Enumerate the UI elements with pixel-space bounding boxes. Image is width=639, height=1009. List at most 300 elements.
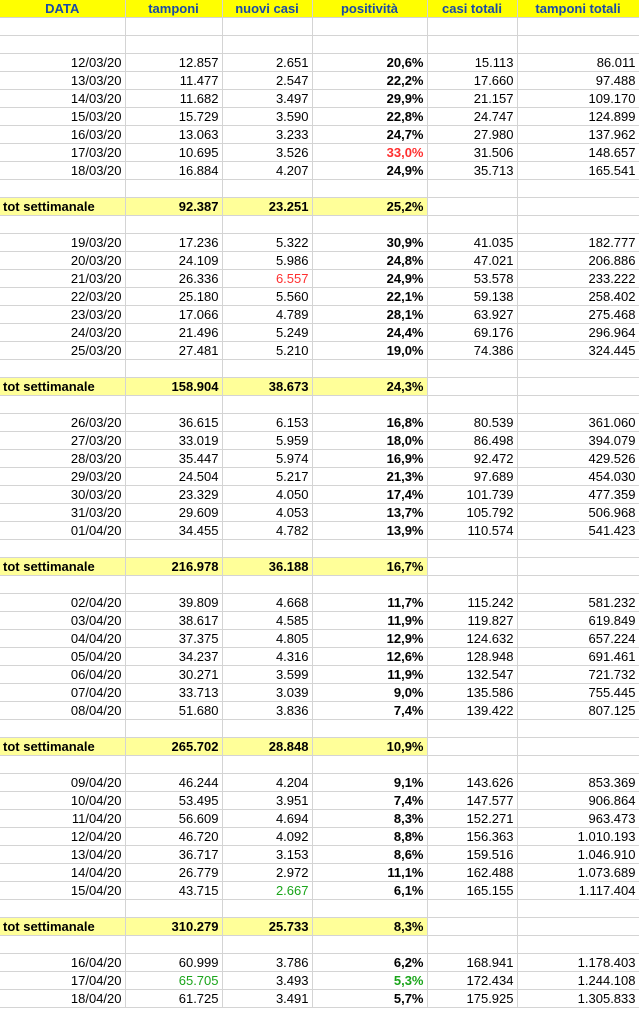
tamponi-totali-cell[interactable]: 1.244.108 [517,972,639,990]
empty-cell[interactable] [312,180,427,198]
empty-cell[interactable] [312,756,427,774]
casi-totali-cell[interactable]: 15.113 [427,54,517,72]
empty-cell[interactable] [427,558,517,576]
weekly-total-tamponi[interactable]: 265.702 [125,738,222,756]
date-cell[interactable]: 21/03/20 [0,270,125,288]
weekly-total-label[interactable]: tot settimanale [0,378,125,396]
casi-totali-cell[interactable]: 41.035 [427,234,517,252]
date-cell[interactable]: 13/03/20 [0,72,125,90]
nuovi-casi-cell[interactable]: 3.599 [222,666,312,684]
empty-cell[interactable] [312,36,427,54]
weekly-total-nuovi-casi[interactable]: 38.673 [222,378,312,396]
empty-cell[interactable] [517,18,639,36]
empty-cell[interactable] [222,180,312,198]
empty-cell[interactable] [312,360,427,378]
empty-cell[interactable] [427,900,517,918]
date-cell[interactable]: 19/03/20 [0,234,125,252]
tamponi-totali-cell[interactable]: 275.468 [517,306,639,324]
date-cell[interactable]: 24/03/20 [0,324,125,342]
casi-totali-cell[interactable]: 124.632 [427,630,517,648]
casi-totali-cell[interactable]: 80.539 [427,414,517,432]
empty-cell[interactable] [427,180,517,198]
nuovi-casi-cell[interactable]: 3.526 [222,144,312,162]
casi-totali-cell[interactable]: 175.925 [427,990,517,1008]
empty-cell[interactable] [0,720,125,738]
date-cell[interactable]: 20/03/20 [0,252,125,270]
tamponi-totali-cell[interactable]: 206.886 [517,252,639,270]
tamponi-totali-cell[interactable]: 691.461 [517,648,639,666]
nuovi-casi-cell[interactable]: 3.233 [222,126,312,144]
date-cell[interactable]: 15/04/20 [0,882,125,900]
nuovi-casi-cell[interactable]: 5.210 [222,342,312,360]
casi-totali-cell[interactable]: 92.472 [427,450,517,468]
date-cell[interactable]: 25/03/20 [0,342,125,360]
positivita-cell[interactable]: 6,1% [312,882,427,900]
tamponi-cell[interactable]: 17.236 [125,234,222,252]
casi-totali-cell[interactable]: 86.498 [427,432,517,450]
positivita-cell[interactable]: 11,1% [312,864,427,882]
casi-totali-cell[interactable]: 172.434 [427,972,517,990]
positivita-cell[interactable]: 5,3% [312,972,427,990]
nuovi-casi-cell[interactable]: 5.560 [222,288,312,306]
weekly-total-positivita[interactable]: 10,9% [312,738,427,756]
empty-cell[interactable] [0,576,125,594]
empty-cell[interactable] [222,360,312,378]
empty-cell[interactable] [222,36,312,54]
positivita-cell[interactable]: 24,9% [312,162,427,180]
tamponi-cell[interactable]: 24.504 [125,468,222,486]
date-cell[interactable]: 23/03/20 [0,306,125,324]
tamponi-totali-cell[interactable]: 657.224 [517,630,639,648]
positivita-cell[interactable]: 22,2% [312,72,427,90]
empty-cell[interactable] [517,576,639,594]
weekly-total-positivita[interactable]: 8,3% [312,918,427,936]
nuovi-casi-cell[interactable]: 4.204 [222,774,312,792]
weekly-total-label[interactable]: tot settimanale [0,198,125,216]
empty-cell[interactable] [222,900,312,918]
casi-totali-cell[interactable]: 159.516 [427,846,517,864]
date-cell[interactable]: 06/04/20 [0,666,125,684]
casi-totali-cell[interactable]: 69.176 [427,324,517,342]
empty-cell[interactable] [427,918,517,936]
casi-totali-cell[interactable]: 47.021 [427,252,517,270]
empty-cell[interactable] [427,720,517,738]
nuovi-casi-cell[interactable]: 2.651 [222,54,312,72]
casi-totali-cell[interactable]: 115.242 [427,594,517,612]
tamponi-totali-cell[interactable]: 1.073.689 [517,864,639,882]
empty-cell[interactable] [427,396,517,414]
tamponi-totali-cell[interactable]: 721.732 [517,666,639,684]
tamponi-cell[interactable]: 56.609 [125,810,222,828]
date-cell[interactable]: 04/04/20 [0,630,125,648]
empty-cell[interactable] [222,18,312,36]
weekly-total-tamponi[interactable]: 216.978 [125,558,222,576]
positivita-cell[interactable]: 6,2% [312,954,427,972]
tamponi-totali-cell[interactable]: 296.964 [517,324,639,342]
empty-cell[interactable] [125,540,222,558]
casi-totali-cell[interactable]: 17.660 [427,72,517,90]
tamponi-cell[interactable]: 36.615 [125,414,222,432]
date-cell[interactable]: 16/03/20 [0,126,125,144]
empty-cell[interactable] [517,756,639,774]
tamponi-totali-cell[interactable]: 137.962 [517,126,639,144]
positivita-cell[interactable]: 22,1% [312,288,427,306]
header-nuovi-casi[interactable]: nuovi casi [222,0,312,18]
nuovi-casi-cell[interactable]: 5.974 [222,450,312,468]
tamponi-totali-cell[interactable]: 1.117.404 [517,882,639,900]
empty-cell[interactable] [312,936,427,954]
empty-cell[interactable] [517,198,639,216]
nuovi-casi-cell[interactable]: 3.039 [222,684,312,702]
weekly-total-tamponi[interactable]: 310.279 [125,918,222,936]
nuovi-casi-cell[interactable]: 4.092 [222,828,312,846]
nuovi-casi-cell[interactable]: 4.668 [222,594,312,612]
tamponi-cell[interactable]: 43.715 [125,882,222,900]
tamponi-cell[interactable]: 24.109 [125,252,222,270]
tamponi-cell[interactable]: 23.329 [125,486,222,504]
casi-totali-cell[interactable]: 97.689 [427,468,517,486]
tamponi-totali-cell[interactable]: 1.305.833 [517,990,639,1008]
empty-cell[interactable] [312,396,427,414]
empty-cell[interactable] [517,738,639,756]
empty-cell[interactable] [125,396,222,414]
empty-cell[interactable] [427,378,517,396]
date-cell[interactable]: 08/04/20 [0,702,125,720]
positivita-cell[interactable]: 8,3% [312,810,427,828]
empty-cell[interactable] [427,18,517,36]
empty-cell[interactable] [312,18,427,36]
empty-cell[interactable] [517,36,639,54]
tamponi-cell[interactable]: 61.725 [125,990,222,1008]
date-cell[interactable]: 18/04/20 [0,990,125,1008]
positivita-cell[interactable]: 8,8% [312,828,427,846]
tamponi-totali-cell[interactable]: 506.968 [517,504,639,522]
empty-cell[interactable] [517,900,639,918]
tamponi-totali-cell[interactable]: 324.445 [517,342,639,360]
empty-cell[interactable] [517,918,639,936]
header-positivita[interactable]: positività [312,0,427,18]
empty-cell[interactable] [312,540,427,558]
weekly-total-nuovi-casi[interactable]: 28.848 [222,738,312,756]
tamponi-totali-cell[interactable]: 619.849 [517,612,639,630]
nuovi-casi-cell[interactable]: 3.786 [222,954,312,972]
tamponi-totali-cell[interactable]: 1.178.403 [517,954,639,972]
positivita-cell[interactable]: 12,6% [312,648,427,666]
nuovi-casi-cell[interactable]: 4.207 [222,162,312,180]
empty-cell[interactable] [517,558,639,576]
casi-totali-cell[interactable]: 53.578 [427,270,517,288]
date-cell[interactable]: 22/03/20 [0,288,125,306]
date-cell[interactable]: 31/03/20 [0,504,125,522]
nuovi-casi-cell[interactable]: 6.557 [222,270,312,288]
positivita-cell[interactable]: 17,4% [312,486,427,504]
empty-cell[interactable] [125,936,222,954]
weekly-total-nuovi-casi[interactable]: 25.733 [222,918,312,936]
tamponi-totali-cell[interactable]: 1.046.910 [517,846,639,864]
weekly-total-tamponi[interactable]: 92.387 [125,198,222,216]
tamponi-totali-cell[interactable]: 807.125 [517,702,639,720]
casi-totali-cell[interactable]: 35.713 [427,162,517,180]
empty-cell[interactable] [222,396,312,414]
empty-cell[interactable] [222,756,312,774]
tamponi-totali-cell[interactable]: 963.473 [517,810,639,828]
tamponi-totali-cell[interactable]: 233.222 [517,270,639,288]
tamponi-cell[interactable]: 26.336 [125,270,222,288]
date-cell[interactable]: 27/03/20 [0,432,125,450]
positivita-cell[interactable]: 8,6% [312,846,427,864]
tamponi-cell[interactable]: 39.809 [125,594,222,612]
empty-cell[interactable] [222,720,312,738]
empty-cell[interactable] [517,396,639,414]
tamponi-totali-cell[interactable]: 1.010.193 [517,828,639,846]
casi-totali-cell[interactable]: 128.948 [427,648,517,666]
positivita-cell[interactable]: 12,9% [312,630,427,648]
date-cell[interactable]: 01/04/20 [0,522,125,540]
date-cell[interactable]: 09/04/20 [0,774,125,792]
tamponi-totali-cell[interactable]: 165.541 [517,162,639,180]
casi-totali-cell[interactable]: 21.157 [427,90,517,108]
empty-cell[interactable] [125,756,222,774]
empty-cell[interactable] [125,360,222,378]
header-tamponi[interactable]: tamponi [125,0,222,18]
nuovi-casi-cell[interactable]: 4.782 [222,522,312,540]
casi-totali-cell[interactable]: 162.488 [427,864,517,882]
tamponi-totali-cell[interactable]: 541.423 [517,522,639,540]
nuovi-casi-cell[interactable]: 3.951 [222,792,312,810]
date-cell[interactable]: 12/03/20 [0,54,125,72]
casi-totali-cell[interactable]: 63.927 [427,306,517,324]
empty-cell[interactable] [125,18,222,36]
tamponi-totali-cell[interactable]: 906.864 [517,792,639,810]
positivita-cell[interactable]: 11,7% [312,594,427,612]
tamponi-cell[interactable]: 60.999 [125,954,222,972]
empty-cell[interactable] [222,936,312,954]
positivita-cell[interactable]: 16,8% [312,414,427,432]
casi-totali-cell[interactable]: 105.792 [427,504,517,522]
nuovi-casi-cell[interactable]: 4.316 [222,648,312,666]
positivita-cell[interactable]: 7,4% [312,702,427,720]
tamponi-totali-cell[interactable]: 124.899 [517,108,639,126]
date-cell[interactable]: 05/04/20 [0,648,125,666]
nuovi-casi-cell[interactable]: 3.153 [222,846,312,864]
date-cell[interactable]: 02/04/20 [0,594,125,612]
tamponi-cell[interactable]: 27.481 [125,342,222,360]
tamponi-cell[interactable]: 10.695 [125,144,222,162]
tamponi-cell[interactable]: 35.447 [125,450,222,468]
tamponi-totali-cell[interactable]: 258.402 [517,288,639,306]
header-tamponi-totali[interactable]: tamponi totali [517,0,639,18]
tamponi-cell[interactable]: 51.680 [125,702,222,720]
casi-totali-cell[interactable]: 143.626 [427,774,517,792]
empty-cell[interactable] [0,360,125,378]
header-casi-totali[interactable]: casi totali [427,0,517,18]
tamponi-cell[interactable]: 26.779 [125,864,222,882]
tamponi-cell[interactable]: 38.617 [125,612,222,630]
empty-cell[interactable] [517,180,639,198]
empty-cell[interactable] [0,180,125,198]
date-cell[interactable]: 30/03/20 [0,486,125,504]
positivita-cell[interactable]: 7,4% [312,792,427,810]
date-cell[interactable]: 28/03/20 [0,450,125,468]
date-cell[interactable]: 03/04/20 [0,612,125,630]
casi-totali-cell[interactable]: 152.271 [427,810,517,828]
empty-cell[interactable] [427,738,517,756]
casi-totali-cell[interactable]: 156.363 [427,828,517,846]
empty-cell[interactable] [222,216,312,234]
positivita-cell[interactable]: 18,0% [312,432,427,450]
nuovi-casi-cell[interactable]: 4.805 [222,630,312,648]
empty-cell[interactable] [312,720,427,738]
empty-cell[interactable] [427,756,517,774]
casi-totali-cell[interactable]: 31.506 [427,144,517,162]
empty-cell[interactable] [312,216,427,234]
weekly-total-positivita[interactable]: 25,2% [312,198,427,216]
tamponi-totali-cell[interactable]: 394.079 [517,432,639,450]
tamponi-cell[interactable]: 17.066 [125,306,222,324]
empty-cell[interactable] [0,756,125,774]
empty-cell[interactable] [427,216,517,234]
nuovi-casi-cell[interactable]: 3.590 [222,108,312,126]
tamponi-cell[interactable]: 65.705 [125,972,222,990]
date-cell[interactable]: 29/03/20 [0,468,125,486]
casi-totali-cell[interactable]: 27.980 [427,126,517,144]
tamponi-totali-cell[interactable]: 429.526 [517,450,639,468]
tamponi-cell[interactable]: 33.019 [125,432,222,450]
casi-totali-cell[interactable]: 101.739 [427,486,517,504]
tamponi-totali-cell[interactable]: 148.657 [517,144,639,162]
weekly-total-nuovi-casi[interactable]: 23.251 [222,198,312,216]
empty-cell[interactable] [517,720,639,738]
date-cell[interactable]: 14/03/20 [0,90,125,108]
date-cell[interactable]: 17/03/20 [0,144,125,162]
tamponi-cell[interactable]: 36.717 [125,846,222,864]
nuovi-casi-cell[interactable]: 4.053 [222,504,312,522]
casi-totali-cell[interactable]: 139.422 [427,702,517,720]
empty-cell[interactable] [312,900,427,918]
empty-cell[interactable] [427,198,517,216]
empty-cell[interactable] [125,216,222,234]
tamponi-cell[interactable]: 53.495 [125,792,222,810]
tamponi-cell[interactable]: 46.720 [125,828,222,846]
positivita-cell[interactable]: 11,9% [312,612,427,630]
empty-cell[interactable] [517,936,639,954]
casi-totali-cell[interactable]: 135.586 [427,684,517,702]
positivita-cell[interactable]: 21,3% [312,468,427,486]
positivita-cell[interactable]: 24,4% [312,324,427,342]
tamponi-cell[interactable]: 34.237 [125,648,222,666]
empty-cell[interactable] [312,576,427,594]
positivita-cell[interactable]: 24,7% [312,126,427,144]
tamponi-totali-cell[interactable]: 853.369 [517,774,639,792]
empty-cell[interactable] [0,540,125,558]
empty-cell[interactable] [517,378,639,396]
weekly-total-nuovi-casi[interactable]: 36.188 [222,558,312,576]
positivita-cell[interactable]: 9,1% [312,774,427,792]
tamponi-totali-cell[interactable]: 477.359 [517,486,639,504]
tamponi-cell[interactable]: 29.609 [125,504,222,522]
nuovi-casi-cell[interactable]: 4.585 [222,612,312,630]
positivita-cell[interactable]: 22,8% [312,108,427,126]
date-cell[interactable]: 10/04/20 [0,792,125,810]
positivita-cell[interactable]: 5,7% [312,990,427,1008]
positivita-cell[interactable]: 11,9% [312,666,427,684]
empty-cell[interactable] [427,36,517,54]
nuovi-casi-cell[interactable]: 3.836 [222,702,312,720]
nuovi-casi-cell[interactable]: 5.249 [222,324,312,342]
empty-cell[interactable] [517,360,639,378]
empty-cell[interactable] [125,36,222,54]
nuovi-casi-cell[interactable]: 5.322 [222,234,312,252]
empty-cell[interactable] [427,360,517,378]
weekly-total-tamponi[interactable]: 158.904 [125,378,222,396]
casi-totali-cell[interactable]: 59.138 [427,288,517,306]
empty-cell[interactable] [0,900,125,918]
date-cell[interactable]: 26/03/20 [0,414,125,432]
nuovi-casi-cell[interactable]: 4.789 [222,306,312,324]
tamponi-cell[interactable]: 25.180 [125,288,222,306]
tamponi-cell[interactable]: 34.455 [125,522,222,540]
casi-totali-cell[interactable]: 132.547 [427,666,517,684]
empty-cell[interactable] [0,396,125,414]
nuovi-casi-cell[interactable]: 4.050 [222,486,312,504]
nuovi-casi-cell[interactable]: 2.972 [222,864,312,882]
tamponi-totali-cell[interactable]: 86.011 [517,54,639,72]
empty-cell[interactable] [222,540,312,558]
tamponi-cell[interactable]: 46.244 [125,774,222,792]
nuovi-casi-cell[interactable]: 3.497 [222,90,312,108]
empty-cell[interactable] [427,936,517,954]
nuovi-casi-cell[interactable]: 5.959 [222,432,312,450]
date-cell[interactable]: 18/03/20 [0,162,125,180]
empty-cell[interactable] [0,936,125,954]
tamponi-totali-cell[interactable]: 361.060 [517,414,639,432]
positivita-cell[interactable]: 33,0% [312,144,427,162]
empty-cell[interactable] [125,576,222,594]
positivita-cell[interactable]: 30,9% [312,234,427,252]
date-cell[interactable]: 11/04/20 [0,810,125,828]
date-cell[interactable]: 15/03/20 [0,108,125,126]
nuovi-casi-cell[interactable]: 3.491 [222,990,312,1008]
tamponi-cell[interactable]: 12.857 [125,54,222,72]
empty-cell[interactable] [427,540,517,558]
weekly-total-label[interactable]: tot settimanale [0,918,125,936]
tamponi-totali-cell[interactable]: 581.232 [517,594,639,612]
positivita-cell[interactable]: 13,9% [312,522,427,540]
date-cell[interactable]: 07/04/20 [0,684,125,702]
date-cell[interactable]: 17/04/20 [0,972,125,990]
tamponi-totali-cell[interactable]: 97.488 [517,72,639,90]
casi-totali-cell[interactable]: 165.155 [427,882,517,900]
weekly-total-positivita[interactable]: 16,7% [312,558,427,576]
casi-totali-cell[interactable]: 119.827 [427,612,517,630]
positivita-cell[interactable]: 9,0% [312,684,427,702]
casi-totali-cell[interactable]: 74.386 [427,342,517,360]
tamponi-totali-cell[interactable]: 454.030 [517,468,639,486]
positivita-cell[interactable]: 19,0% [312,342,427,360]
casi-totali-cell[interactable]: 147.577 [427,792,517,810]
tamponi-cell[interactable]: 21.496 [125,324,222,342]
positivita-cell[interactable]: 24,9% [312,270,427,288]
positivita-cell[interactable]: 13,7% [312,504,427,522]
tamponi-cell[interactable]: 15.729 [125,108,222,126]
tamponi-totali-cell[interactable]: 182.777 [517,234,639,252]
tamponi-cell[interactable]: 11.477 [125,72,222,90]
positivita-cell[interactable]: 29,9% [312,90,427,108]
date-cell[interactable]: 13/04/20 [0,846,125,864]
weekly-total-label[interactable]: tot settimanale [0,558,125,576]
empty-cell[interactable] [125,900,222,918]
tamponi-cell[interactable]: 16.884 [125,162,222,180]
